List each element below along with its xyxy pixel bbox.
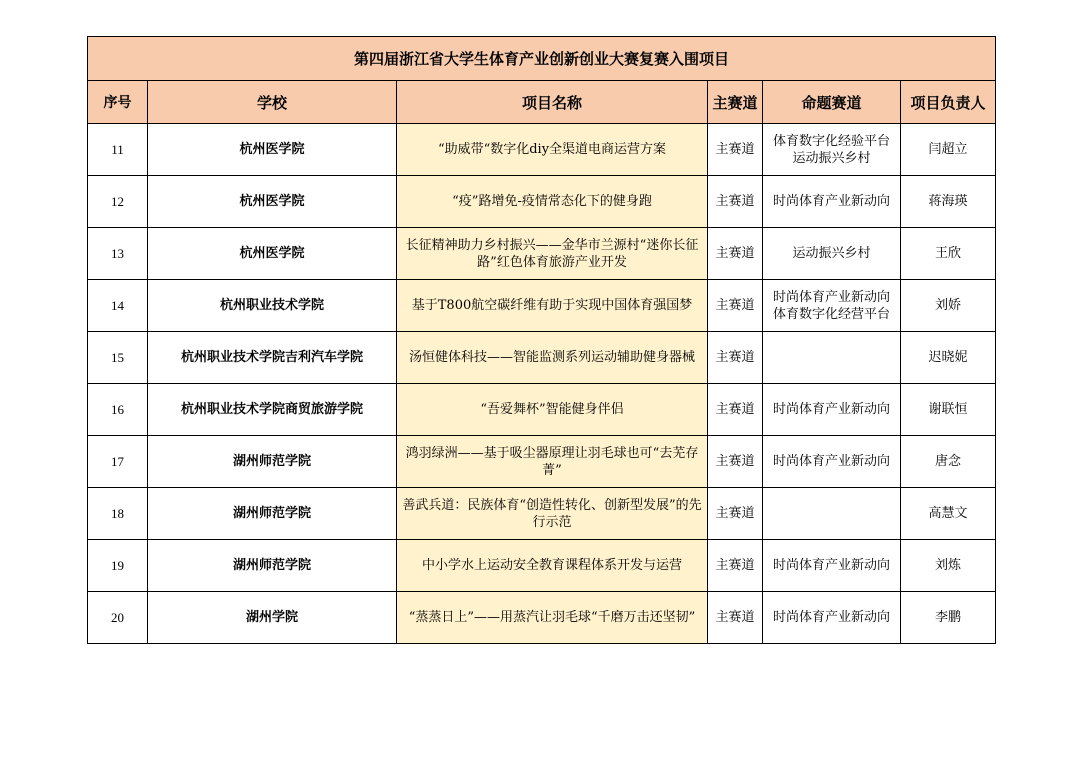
cell-seq: 18 [88,488,148,540]
header-leader: 项目负责人 [901,81,996,124]
cell-main-track: 主赛道 [708,176,763,228]
cell-school: 杭州医学院 [148,176,397,228]
cell-project: 善武兵道：民族体育“创造性转化、创新型发展”的先行示范 [397,488,708,540]
cell-school: 杭州医学院 [148,228,397,280]
cell-main-track: 主赛道 [708,592,763,644]
cell-main-track: 主赛道 [708,228,763,280]
table-row [88,176,996,228]
cell-project: 汤恒健体科技——智能监测系列运动辅助健身器械 [397,332,708,384]
header-seq: 序号 [88,81,148,124]
cell-school: 杭州职业技术学院商贸旅游学院 [148,384,397,436]
cell-topic-track: 时尚体育产业新动向 [763,540,901,592]
title-row [88,37,996,81]
table-row [88,384,996,436]
cell-leader: 刘娇 [901,280,996,332]
cell-main-track: 主赛道 [708,332,763,384]
table-row [88,124,996,176]
cell-seq: 15 [88,332,148,384]
table-row [88,488,996,540]
cell-school: 杭州医学院 [148,124,397,176]
cell-seq: 16 [88,384,148,436]
table-row [88,280,996,332]
table-row [88,540,996,592]
header-school: 学校 [148,81,397,124]
cell-main-track: 主赛道 [708,124,763,176]
cell-leader: 迟晓妮 [901,332,996,384]
cell-main-track: 主赛道 [708,436,763,488]
cell-topic-track: 时尚体育产业新动向 [763,176,901,228]
cell-topic-track: 时尚体育产业新动向 [763,384,901,436]
cell-school: 杭州职业技术学院吉利汽车学院 [148,332,397,384]
cell-main-track: 主赛道 [708,540,763,592]
cell-leader: 蒋海瑛 [901,176,996,228]
cell-topic-track: 体育数字化经验平台 运动振兴乡村 [763,124,901,176]
cell-project: “吾爱舞杯”智能健身伴侣 [397,384,708,436]
cell-main-track: 主赛道 [708,384,763,436]
header-project: 项目名称 [397,81,708,124]
cell-school: 湖州师范学院 [148,540,397,592]
cell-topic-track: 时尚体育产业新动向 [763,592,901,644]
cell-leader: 唐念 [901,436,996,488]
cell-project: “助威带“数字化diy全渠道电商运营方案 [397,124,708,176]
cell-seq: 13 [88,228,148,280]
cell-topic-track: 时尚体育产业新动向 体育数字化经营平台 [763,280,901,332]
cell-topic-track [763,332,901,384]
cell-leader: 谢联恒 [901,384,996,436]
cell-project: “蒸蒸日上”——用蒸汽让羽毛球“千磨万击还坚韧” [397,592,708,644]
cell-project: 长征精神助力乡村振兴——金华市兰源村“迷你长征路”红色体育旅游产业开发 [397,228,708,280]
cell-seq: 11 [88,124,148,176]
cell-leader: 高慧文 [901,488,996,540]
results-table [87,36,996,644]
cell-leader: 王欣 [901,228,996,280]
header-topic-track: 命题赛道 [763,81,901,124]
header-main-track: 主赛道 [708,81,763,124]
table-title: 第四届浙江省大学生体育产业创新创业大赛复赛入围项目 [88,37,996,81]
cell-leader: 刘炼 [901,540,996,592]
table-row [88,228,996,280]
cell-project: 中小学水上运动安全教育课程体系开发与运营 [397,540,708,592]
cell-seq: 17 [88,436,148,488]
table-row [88,592,996,644]
cell-school: 湖州师范学院 [148,436,397,488]
header-row [88,81,996,124]
cell-main-track: 主赛道 [708,488,763,540]
cell-school: 湖州师范学院 [148,488,397,540]
cell-school: 杭州职业技术学院 [148,280,397,332]
table-row [88,436,996,488]
cell-main-track: 主赛道 [708,280,763,332]
cell-school: 湖州学院 [148,592,397,644]
cell-topic-track: 时尚体育产业新动向 [763,436,901,488]
cell-project: 基于T800航空碳纤维有助于实现中国体育强国梦 [397,280,708,332]
cell-seq: 12 [88,176,148,228]
cell-topic-track [763,488,901,540]
cell-seq: 19 [88,540,148,592]
cell-project: “疫”路增免-疫情常态化下的健身跑 [397,176,708,228]
cell-project: 鸿羽绿洲——基于吸尘器原理让羽毛球也可“去芜存菁” [397,436,708,488]
cell-seq: 20 [88,592,148,644]
cell-leader: 闫超立 [901,124,996,176]
cell-topic-track: 运动振兴乡村 [763,228,901,280]
cell-seq: 14 [88,280,148,332]
table-row [88,332,996,384]
cell-leader: 李鹏 [901,592,996,644]
